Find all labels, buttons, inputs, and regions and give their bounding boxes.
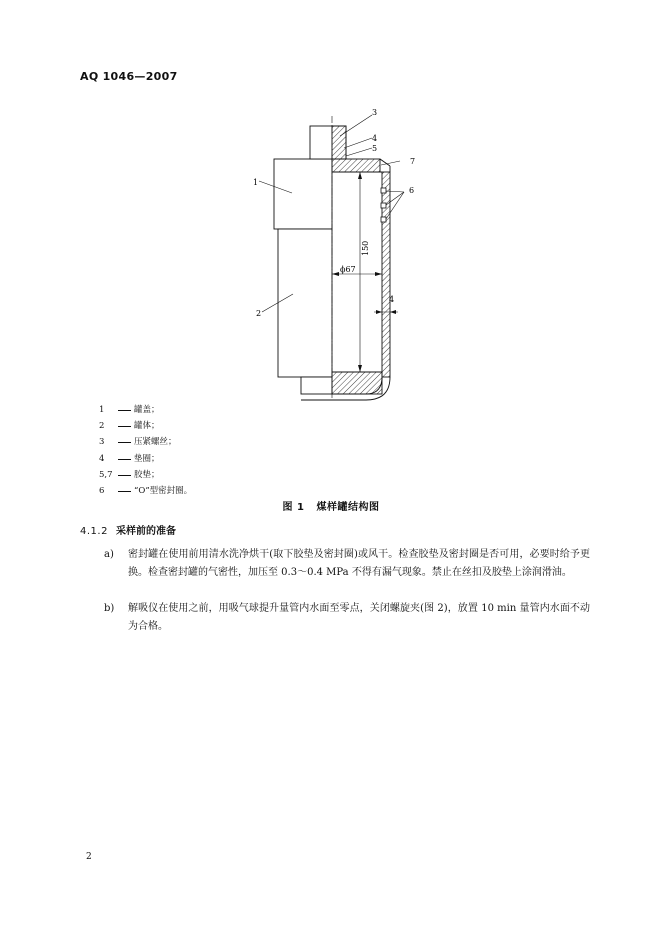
list-item bbox=[104, 600, 590, 636]
figure-legend bbox=[99, 402, 192, 499]
figure-title: 煤样罐结构图 bbox=[316, 502, 380, 513]
item-text: 解吸仪在使用之前，用吸气球提升量管内水面至零点，关闭螺旋夹(图 2)，放置 10 min 量管内水面不动为合格。 bbox=[128, 603, 590, 632]
dim-diameter-label: ϕ67 bbox=[340, 265, 356, 274]
legend-item: 3 压紧螺丝； bbox=[99, 437, 177, 448]
item-label: b) bbox=[104, 603, 115, 614]
section-title: 采样前的准备 bbox=[115, 526, 176, 537]
page-number: 2 bbox=[86, 852, 92, 862]
callout-3: 3 bbox=[372, 108, 378, 117]
can-structure-figure bbox=[248, 104, 438, 404]
o-ring-seals bbox=[381, 188, 386, 222]
can-bottom bbox=[301, 377, 332, 394]
callout-7: 7 bbox=[410, 157, 416, 166]
section-heading bbox=[80, 522, 176, 537]
legend-item: 6 “O”型密封圈。 bbox=[99, 486, 193, 497]
figure-caption bbox=[0, 498, 662, 513]
can-lid bbox=[274, 159, 332, 229]
callout-4: 4 bbox=[372, 134, 378, 143]
legend-item: 5,7 胶垫； bbox=[99, 469, 160, 480]
legend-item: 2 罐体； bbox=[99, 421, 160, 432]
section-number: 4.1.2 bbox=[80, 526, 108, 537]
dim-height-label: 150 bbox=[361, 240, 370, 256]
item-label: a) bbox=[104, 549, 114, 560]
standard-code: AQ 1046—2007 bbox=[80, 70, 178, 83]
callout-1: 1 bbox=[253, 178, 259, 187]
callout-2: 2 bbox=[256, 309, 262, 318]
dim-wall-label: 4 bbox=[389, 295, 395, 304]
legend-item: 1 罐盖； bbox=[99, 405, 160, 415]
list-item bbox=[104, 546, 590, 582]
legend-item: 4 垫圈； bbox=[99, 453, 160, 464]
can-body bbox=[278, 229, 332, 377]
item-text: 密封罐在使用前用清水洗净烘干(取下胶垫及密封圈)或风干。检查胶垫及密封圈是否可用，必要时给予更换。检查密封罐的气密性，加压至 0.3～0.4 MPa 不得有漏气现象。禁止在丝扣及胶垫上涂润滑油。 bbox=[128, 549, 590, 578]
figure-number: 图 1 bbox=[282, 502, 305, 513]
callout-5: 5 bbox=[372, 144, 378, 153]
callout-6: 6 bbox=[409, 186, 415, 195]
